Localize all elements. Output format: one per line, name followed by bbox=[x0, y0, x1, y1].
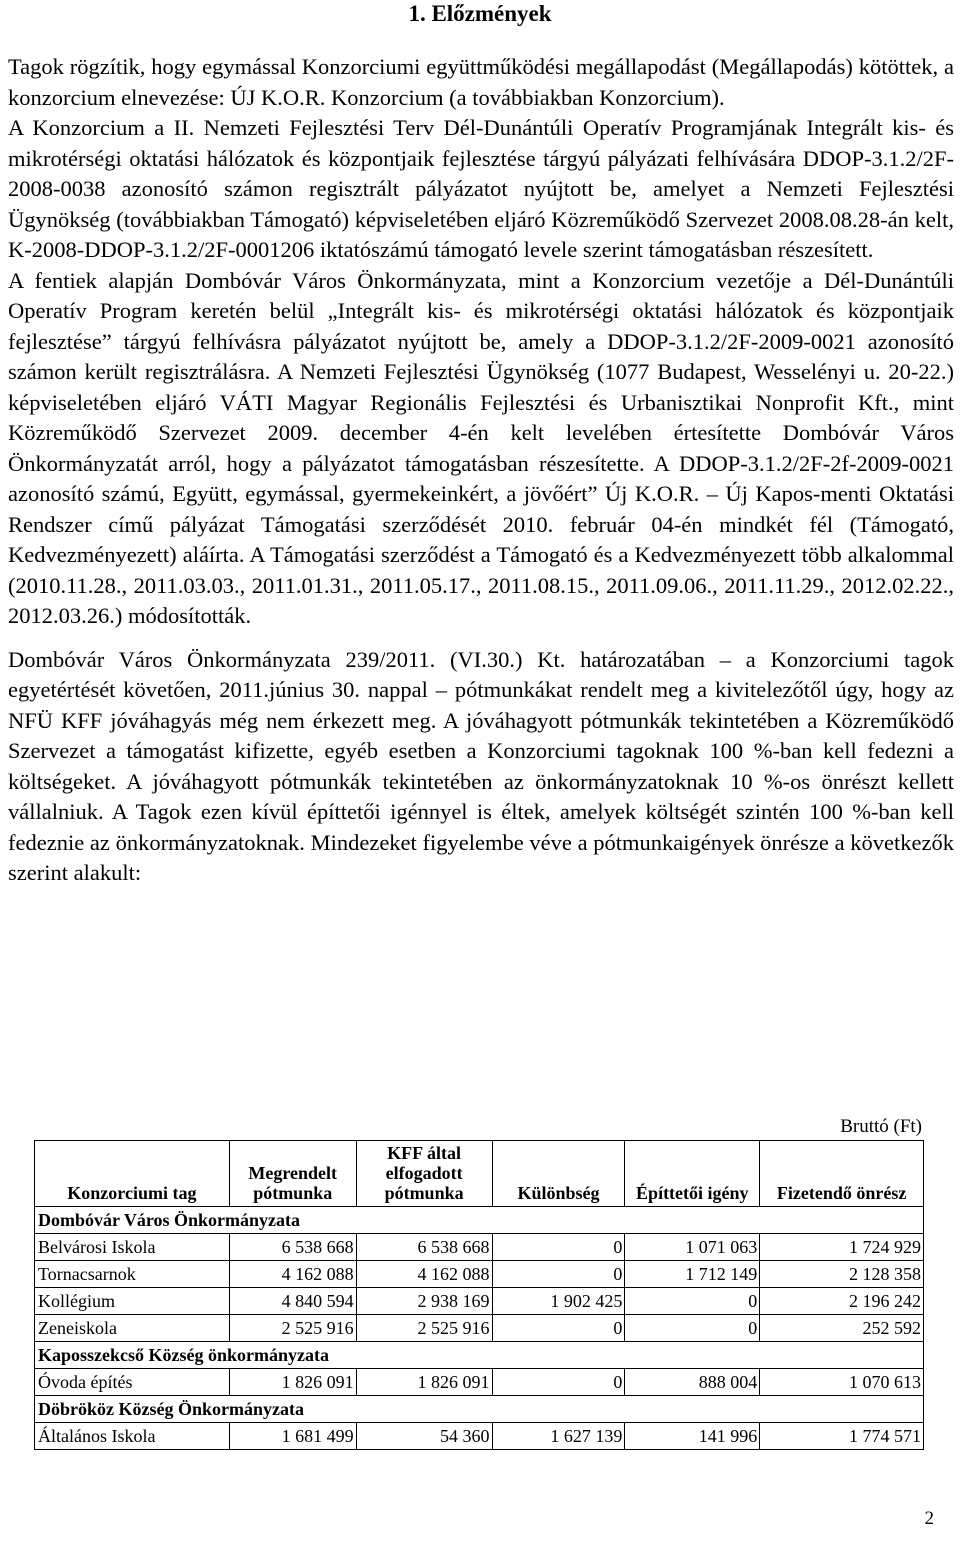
cell-payable: 1 724 929 bbox=[760, 1234, 924, 1261]
cell-member: Zeneiskola bbox=[35, 1315, 230, 1342]
table-row bbox=[35, 1315, 924, 1342]
cell-difference: 0 bbox=[492, 1234, 625, 1261]
cell-builder-claim: 1 071 063 bbox=[625, 1234, 760, 1261]
header-difference: Különbség bbox=[492, 1141, 625, 1207]
cell-builder-claim: 0 bbox=[625, 1315, 760, 1342]
header-member: Konzorciumi tag bbox=[35, 1141, 230, 1207]
group-row bbox=[35, 1342, 924, 1369]
cell-builder-claim: 141 996 bbox=[625, 1423, 760, 1450]
cell-builder-claim: 1 712 149 bbox=[625, 1261, 760, 1288]
group-row bbox=[35, 1207, 924, 1234]
cell-accepted: 1 826 091 bbox=[356, 1369, 492, 1396]
unit-label: Bruttó (Ft) bbox=[840, 1116, 922, 1137]
cell-builder-claim: 0 bbox=[625, 1288, 760, 1315]
cell-accepted: 4 162 088 bbox=[356, 1261, 492, 1288]
table-header-row bbox=[35, 1141, 924, 1207]
cell-member: Óvoda építés bbox=[35, 1369, 230, 1396]
paragraph-3: A fentiek alapján Dombóvár Város Önkormányzata, mint a Konzorcium vezetője a Dél-Dunántúli Operatív Program keretén belül „Integrált kis- és mikrotérségi oktatási hálózatok és központjaik fejlesztése” tárgyú felhívásra pályázatot nyújtott be, amely a DDOP-3.1.2/2F-2009-0021 azonosító számon került regisztrálásra. A Nemzeti Fejlesztési Ügynökség (1077 Budapest, Wesselényi u. 20-22.) képviseletében eljáró VÁTI Magyar Regionális Fejlesztési és Urbanisztikai Nonprofit Kft., mint Közreműködő Szervezet 2009. december 4-én kelt levelében értesítette Dombóvár Város Önkormányzatát arról, hogy a pályázatot támogatásban részesítette. A DDOP-3.1.2/2F-2f-2009-0021 azonosító számú, Együtt, egymással, gyermekeinkért, a jövőért” Új K.O.R. – Új Kapos-menti Oktatási Rendszer című pályázat Támogatási szerződését 2010. február 04-én mindkét fél (Támogató, Kedvezményezett) aláírta. A Támogatási szerződést a Támogató és a Kedvezményezett több alkalommal (2010.11.28., 2011.03.03., 2011.01.31., 2011.05.17., 2011.08.15., 2011.09.06., 2011.11.29., 2012.02.22., 2012.03.26.) módosították. bbox=[8, 267, 954, 628]
cell-payable: 252 592 bbox=[760, 1315, 924, 1342]
body-text bbox=[8, 52, 954, 889]
cell-builder-claim: 888 004 bbox=[625, 1369, 760, 1396]
cell-accepted: 2 938 169 bbox=[356, 1288, 492, 1315]
cell-ordered: 2 525 916 bbox=[229, 1315, 356, 1342]
group-name: Dombóvár Város Önkormányzata bbox=[35, 1207, 924, 1234]
cell-payable: 2 128 358 bbox=[760, 1261, 924, 1288]
cell-difference: 1 627 139 bbox=[492, 1423, 625, 1450]
cell-ordered: 4 162 088 bbox=[229, 1261, 356, 1288]
cell-payable: 1 774 571 bbox=[760, 1423, 924, 1450]
page-number: 2 bbox=[924, 1508, 934, 1529]
table-row bbox=[35, 1288, 924, 1315]
cell-accepted: 2 525 916 bbox=[356, 1315, 492, 1342]
cell-payable: 2 196 242 bbox=[760, 1288, 924, 1315]
table-row bbox=[35, 1234, 924, 1261]
table-row bbox=[35, 1369, 924, 1396]
header-accepted: KFF által elfogadott pótmunka bbox=[356, 1141, 492, 1207]
cell-difference: 0 bbox=[492, 1261, 625, 1288]
cell-member: Tornacsarnok bbox=[35, 1261, 230, 1288]
group-name: Kaposszekcső Község önkormányzata bbox=[35, 1342, 924, 1369]
group-row bbox=[35, 1396, 924, 1423]
cell-ordered: 1 826 091 bbox=[229, 1369, 356, 1396]
cell-difference: 0 bbox=[492, 1369, 625, 1396]
section-heading: 1. Előzmények bbox=[408, 1, 552, 26]
paragraph-1: Tagok rögzítik, hogy egymással Konzorciumi együttműködési megállapodást (Megállapodás) kötöttek, a konzorcium elnevezése: ÚJ K.O.R. Konzorcium (a továbbiakban Konzorcium). bbox=[8, 54, 954, 110]
cell-ordered: 1 681 499 bbox=[229, 1423, 356, 1450]
cell-member: Kollégium bbox=[35, 1288, 230, 1315]
header-ordered: Megrendelt pótmunka bbox=[229, 1141, 356, 1207]
cell-payable: 1 070 613 bbox=[760, 1369, 924, 1396]
cell-accepted: 6 538 668 bbox=[356, 1234, 492, 1261]
cell-ordered: 6 538 668 bbox=[229, 1234, 356, 1261]
group-name: Döbrököz Község Önkormányzata bbox=[35, 1396, 924, 1423]
cell-difference: 1 902 425 bbox=[492, 1288, 625, 1315]
cell-difference: 0 bbox=[492, 1315, 625, 1342]
table-row bbox=[35, 1423, 924, 1450]
cell-member: Belvárosi Iskola bbox=[35, 1234, 230, 1261]
cell-ordered: 4 840 594 bbox=[229, 1288, 356, 1315]
cell-accepted: 54 360 bbox=[356, 1423, 492, 1450]
paragraph-4: Dombóvár Város Önkormányzata 239/2011. (VI.30.) Kt. határozatában – a Konzorciumi tagok egyetértését követően, 2011.június 30. nappal – pótmunkákat rendelt meg a kivitelezőtől úgy, hogy az NFÜ KFF jóváhagyás még nem érkezett meg. A jóváhagyott pótmunkák tekintetében a Közreműködő Szervezet a támogatást kifizette, egyéb esetben a Konzorciumi tagoknak 100 %-ban kell fedezni a költségeket. A jóváhagyott pótmunkák tekintetében az önkormányzatoknak 10 %-os önrészt kellett vállalniuk. A Tagok ezen kívül építtetői igénnyel is éltek, amelyek költségét szintén 100 %-ban kell fedeznie az önkormányzatoknak. Mindezeket figyelembe véve a pótmunkaigények önrésze a következők szerint alakult: bbox=[8, 646, 954, 885]
table-row bbox=[35, 1261, 924, 1288]
header-builder-claim: Építtetői igény bbox=[625, 1141, 760, 1207]
paragraph-2: A Konzorcium a II. Nemzeti Fejlesztési Terv Dél-Dunántúli Operatív Programjának Integrált kis- és mikrotérségi oktatási hálózatok és központjaik fejlesztése tárgyú pályázati felhívására DDOP-3.1.2/2F-2008-0038 azonosító számon regisztrált pályázatot nyújtott be, amelyet a Nemzeti Fejlesztési Ügynökség (továbbiakban Támogató) képviseletében eljáró Közreműködő Szervezet 2008.08.28-án kelt, K-2008-DDOP-3.1.2/2F-0001206 iktatószámú támogató levele szerint támogatásban részesített. bbox=[8, 115, 954, 262]
header-payable: Fizetendő önrész bbox=[760, 1141, 924, 1207]
costs-table bbox=[34, 1140, 924, 1450]
cell-member: Általános Iskola bbox=[35, 1423, 230, 1450]
